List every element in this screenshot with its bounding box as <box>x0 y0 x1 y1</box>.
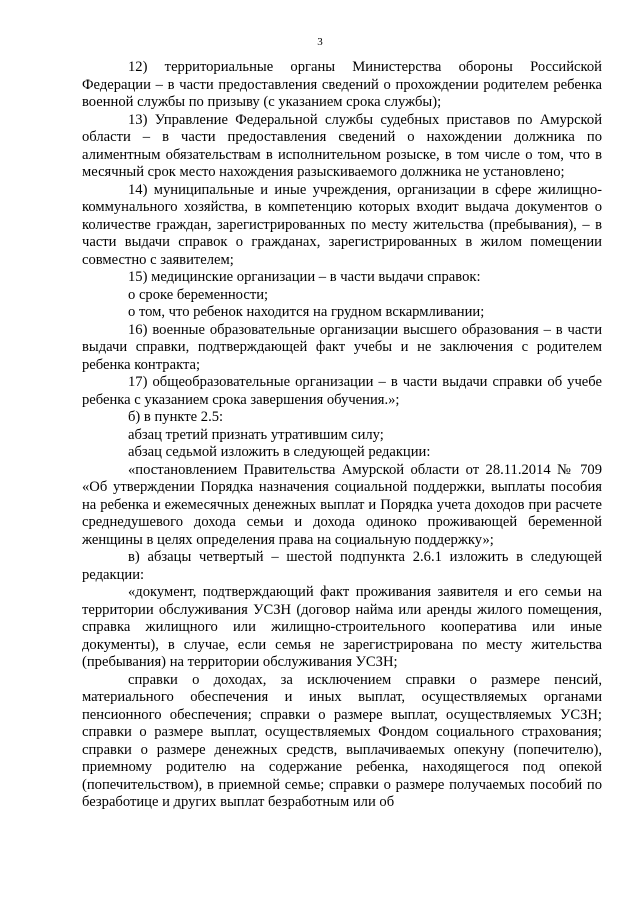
paragraph-item-15: 15) медицинские организации – в части выдачи справок: <box>128 269 481 285</box>
paragraph-seventh-amend: абзац седьмой изложить в следующей редакции: <box>128 444 431 460</box>
paragraph-income-certificates: справки о доходах, за исключением справки о размере пенсий, материального обеспечения и иных выплат, осуществляемых органами пенсионного обеспечения; справки о размере выплат, осуществляемых УСЗН; справки о размере выплат, осуществляемых Фондом социального страхования; справки о размере денежных средств, выплачиваемых опекуну (попечителю), приемному родителю на содержание ребенка, находящегося под опекой (попечительством), в приемной семье; справки о размере получаемых пособий по безработице и других выплат безработным или об <box>82 671 602 810</box>
paragraph-subitem-b: б) в пункте 2.5: <box>128 409 224 425</box>
page-number: 3 <box>317 36 323 48</box>
paragraph-item-16: 16) военные образовательные организации высшего образования – в части выдачи справки, подтверждающей факт учебы и не заключения с родителем ребенка контракта; <box>82 321 602 373</box>
paragraph-breastfeeding: о том, что ребенок находится на грудном вскармливании; <box>128 304 485 320</box>
paragraph-subitem-v: в) абзацы четвертый – шестой подпункта 2.6.1 изложить в следующей редакции: <box>82 549 602 583</box>
paragraph-item-17: 17) общеобразовательные организации – в части выдачи справки об учебе ребенка с указанием срока завершения обучения.»; <box>82 374 602 408</box>
paragraph-item-14: 14) муниципальные и иные учреждения, организации в сфере жилищно-коммунального хозяйства, в компетенцию которых входит выдача документов о количестве граждан, зарегистрированных по месту жительства (пребывания), – в части выдачи справок о гражданах, зарегистрированных в жилом помещении совместно с заявителем; <box>82 181 602 268</box>
paragraph-resolution-709: «постановлением Правительства Амурской области от 28.11.2014 № 709 «Об утверждении Порядка назначения социальной поддержки, выплаты пособия на ребенка и ежемесячных денежных выплат и Порядка учета доходов при расчете среднедушевого дохода семьи и дохода одиноко проживающей беременной женщины в целях определения права на социальную поддержку»; <box>82 461 602 548</box>
paragraph-item-13: 13) Управление Федеральной службы судебных приставов по Амурской области – в части предоставления сведений о нахождении должника по алиментным обязательствам в исполнительном розыске, в том числе о том, что в месячный срок место нахождения разыскиваемого должника не установлено; <box>82 111 602 180</box>
paragraph-third-abolish: абзац третий признать утратившим силу; <box>128 426 384 443</box>
paragraph-residence-document: «документ, подтверждающий факт проживания заявителя и его семьи на территории обслуживания УСЗН (договор найма или аренды жилого помещения, справка жилищного или жилищно-строительного кооператива или иные документы), в случае, если семья не зарегистрирована по месту жительства (пребывания) на территории обслуживания УСЗН; <box>82 584 602 670</box>
paragraph-item-12: 12) территориальные органы Министерства обороны Российской Федерации – в части предоставления сведений о прохождении родителем ребенка военной службы по призыву (с указанием срока службы); <box>82 59 602 110</box>
paragraph-pregnancy-term: о сроке беременности; <box>128 286 269 303</box>
document-body <box>82 59 602 812</box>
